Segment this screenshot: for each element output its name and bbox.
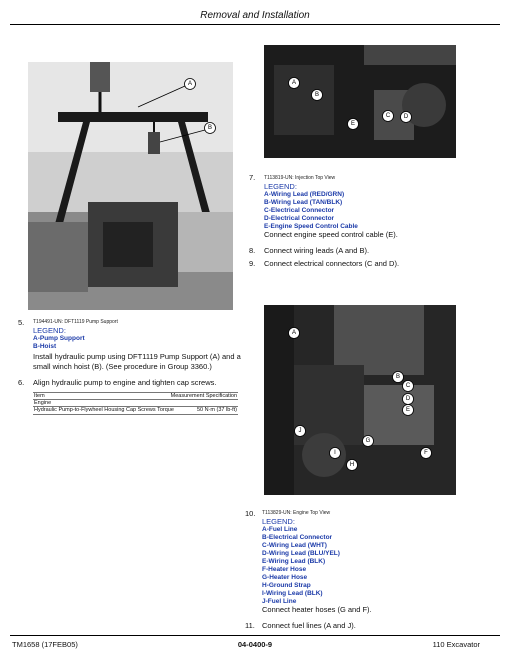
torque-spec-table xyxy=(33,392,238,414)
step-7-legend-title: LEGEND: xyxy=(264,182,297,191)
step-7-legend xyxy=(264,191,358,231)
legend-item: H-Ground Strap xyxy=(262,582,311,589)
step-5-legend xyxy=(33,335,85,351)
step-5-number: 5. xyxy=(18,318,25,327)
legend-item: C-Wiring Lead (WHT) xyxy=(262,542,327,549)
step-6-number: 6. xyxy=(18,378,25,387)
callout-photo3-h-label: H xyxy=(349,462,355,468)
step-11-text: Connect fuel lines (A and J). xyxy=(262,621,356,630)
table-col-measurement: Measurement xyxy=(170,393,205,399)
legend-item: C-Electrical Connector xyxy=(264,207,335,214)
legend-item: A-Wiring Lead (RED/GRN) xyxy=(264,191,345,198)
table-cell-measurement: Torque xyxy=(157,407,174,413)
callout-photo3-e-label: E xyxy=(405,407,411,413)
step-10-legend xyxy=(262,526,340,606)
step-6-text: Align hydraulic pump to engine and tighten cap screws. xyxy=(33,378,217,387)
legend-item: A-Fuel Line xyxy=(262,526,298,533)
table-cell-specification: 50 N·m (37 lb-ft) xyxy=(196,407,237,413)
legend-item: J-Fuel Line xyxy=(262,598,297,605)
callout-photo3-g-label: G xyxy=(365,438,371,444)
callout-photo2-b-label: B xyxy=(314,92,320,98)
footer-page-number: 04-0400-9 xyxy=(237,640,273,649)
legend-item: I-Wiring Lead (BLK) xyxy=(262,590,323,597)
step-7-text: Connect engine speed control cable (E). xyxy=(264,230,398,239)
legend-item: B-Wiring Lead (TAN/BLK) xyxy=(264,199,343,206)
step-10-text: Connect heater hoses (G and F). xyxy=(262,605,372,614)
header-rule xyxy=(10,24,500,25)
step-10-number: 10. xyxy=(245,509,256,518)
table-group-engine: Engine xyxy=(34,400,52,406)
footer-model: 110 Excavator xyxy=(432,640,480,649)
step-5-legend-title: LEGEND: xyxy=(33,326,66,335)
table-col-specification: Specification xyxy=(205,393,237,399)
step-5-caption: T194491-UN: DFT1119 Pump Support xyxy=(33,319,118,325)
legend-item: E-Engine Speed Control Cable xyxy=(264,223,358,230)
legend-item: B-Electrical Connector xyxy=(262,534,333,541)
callout-photo2-a-label: A xyxy=(291,80,297,86)
injection-top-view-photo xyxy=(264,45,456,158)
legend-item: G-Heater Hose xyxy=(262,574,308,581)
step-8-number: 8. xyxy=(249,246,256,255)
page-header-title: Removal and Installation xyxy=(200,10,310,21)
engine-top-view-photo xyxy=(264,305,456,495)
table-cell-item-text: Hydraulic Pump-to-Flywheel Housing Cap Screws xyxy=(34,407,156,413)
legend-item: D-Wiring Lead (BLU/YEL) xyxy=(262,550,340,557)
legend-item: E-Wiring Lead (BLK) xyxy=(262,558,326,565)
legend-item: A-Pump Support xyxy=(33,335,85,342)
legend-item: D-Electrical Connector xyxy=(264,215,335,222)
callout-photo1-b-label: B xyxy=(207,125,213,131)
pump-support-photo xyxy=(28,62,233,310)
callout-photo1-a-label: A xyxy=(187,81,193,87)
step-11-number: 11. xyxy=(245,621,255,630)
footer-manual-id: TM1658 (17FEB05) xyxy=(12,640,78,649)
callout-photo2-d-label: D xyxy=(403,114,409,120)
callout-photo3-f-label: F xyxy=(424,450,428,456)
callout-photo2-c-label: C xyxy=(385,113,391,119)
step-9-text: Connect electrical connectors (C and D). xyxy=(264,259,400,268)
legend-item: B-Hoist xyxy=(33,343,57,350)
callout-photo3-b-label: B xyxy=(395,374,401,380)
callout-photo3-d-label: D xyxy=(405,396,411,402)
callout-photo2-e-label: E xyxy=(350,121,356,127)
step-7-caption: T113819-UN: Injection Top View xyxy=(264,175,336,181)
table-col-item: Item xyxy=(34,393,45,399)
table-row xyxy=(33,406,238,415)
step-7-number: 7. xyxy=(249,173,256,182)
callout-photo3-c-label: C xyxy=(405,383,411,389)
step-10-caption: T113829-UN: Engine Top View xyxy=(262,510,331,516)
callout-photo3-j-label: J xyxy=(298,428,302,434)
callout-photo3-a-label: A xyxy=(291,330,297,336)
step-9-number: 9. xyxy=(249,259,256,268)
footer-rule xyxy=(10,635,500,636)
legend-item: F-Heater Hose xyxy=(262,566,307,573)
callout-photo3-i-label: I xyxy=(334,450,336,456)
step-5-text: Install hydraulic pump using DFT1119 Pump Support (A) and a small winch hoist (B). (See procedure in Group 3360.) xyxy=(33,352,241,371)
table-cell-item xyxy=(34,407,174,413)
step-8-text: Connect wiring leads (A and B). xyxy=(264,246,370,255)
step-10-legend-title: LEGEND: xyxy=(262,517,295,526)
